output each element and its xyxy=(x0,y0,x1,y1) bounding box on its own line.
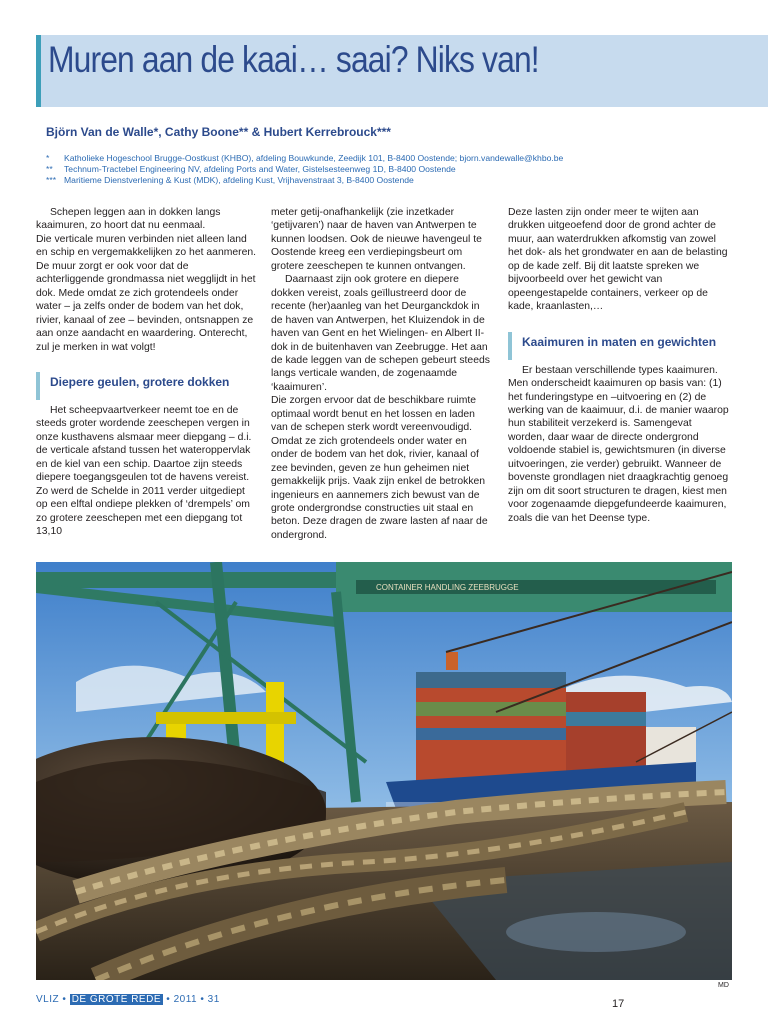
paragraph: Het scheepvaartverkeer neemt toe en de steeds groter wordende zeeschepen vergen in onze kusthavens alsmaar meer diepgang – d.i. de verticale afstand tussen het wateroppervlak en de kiel van een schip. Daartoe zijn steeds diepere toegangsgeulen tot de havens vereist. Zo werd de Schelde in 2011 verder uitgediept op een elftal ondiepe plekken of ‘drempels’ om zo grotere zeeschepen met een diepgang tot 13,10 xyxy=(36,404,252,538)
harbor-photo xyxy=(36,562,732,980)
heading-accent-bar xyxy=(36,372,40,400)
footer-publication: VLIZ • DE GROTE REDE • 2011 • 31 xyxy=(36,994,220,1005)
column-2 xyxy=(271,206,493,542)
paragraph: Die zorgen ervoor dat de beschikbare ruimte optimaal wordt benut en het lossen en laden van de schepen sterk wordt vereenvoudigd. Omdat ze zich grotendeels onder water en onder de bodem van het dok, rivier, kanaal of zee bevinden, geven ze hun geheimen niet gemakkelijk prijs. Vaak zijn enkel de betrokken ingenieurs en aannemers zich bewust van de grote ondergrondse constructies uit staal en beton. Deze dragen de zware lasten af naar de ondergrond. xyxy=(271,395,488,541)
photo-credit: MD xyxy=(718,982,729,989)
column-3 xyxy=(508,206,730,525)
paragraph: meter getij-onafhankelijk (zie inzetkader ‘getijvaren’) naar de haven van Antwerpen te kunnen loodsen. Ook de nieuwe havengeul te Oostende kreeg een verdiepingsbeurt om grotere zeeschepen te kunnen ontvangen. xyxy=(271,207,482,272)
affiliation-1: * Katholieke Hogeschool Brugge-Oostkust (KHBO), afdeling Bouwkunde, Zeedijk 101, B-8400 Oostende; bjorn.vandewalle@khbo.be xyxy=(46,153,564,163)
page-number: 17 xyxy=(612,998,625,1010)
affiliation-3: *** Maritieme Dienstverlening & Kust (MDK), afdeling Kust, Vrijhavenstraat 3, B-8400 Oostende xyxy=(46,175,414,185)
affiliation-2: ** Technum-Tractebel Engineering NV, afdeling Ports and Water, Gistelsesteenweg 1D, B-8400 Oostende xyxy=(46,164,456,174)
column-1 xyxy=(36,206,258,539)
section-heading-kaaimuren: Kaaimuren in maten en gewichten xyxy=(508,334,730,350)
title-accent-bar xyxy=(36,35,41,107)
intro-paragraph: Schepen leggen aan in dokken langs kaaimuren, zo hoort dat nu eenmaal. xyxy=(36,207,221,232)
section-heading-diepere-geulen: Diepere geulen, grotere dokken xyxy=(36,374,258,390)
article-title: Muren aan de kaai… saai? Niks van! xyxy=(48,39,539,80)
affiliations xyxy=(46,153,563,186)
paragraph: Daarnaast zijn ook grotere en diepere dokken vereist, zoals geïllustreerd door de recente (her)aanleg van het Deurganckdok in de haven van Antwerpen, het Kluizendok in de haven van Gent en het Wielingen- en Albert II-dok in de buitenhaven van Zeebrugge. Het aan de kade leggen van de schepen gebeurt steeds langs verticale wanden, de zogenaamde ‘kaaimuren’. xyxy=(271,274,490,393)
crane-sign-text: CONTAINER HANDLING ZEEBRUGGE xyxy=(376,583,519,592)
paragraph: Er bestaan verschillende types kaaimuren. Men onderscheidt kaaimuren op basis van: (1) het funderingstype en –uitvoering en (2) de werking van de kaaimuur, d.i. de manier waarop hun stabiliteit verzekerd is. Samengevat worden, daar waar de directe ondergrond voldoende stabiel is, gewichtsmuren (in diverse uitvoeringen, zie verder) gebruikt. Wanneer de bovenste grondlagen niet draagkrachtig genoeg zijn om dit soort structuren te dragen, kiest men voor zogenaamde diepgefundeerde kaaimuren, zoals die van het Deense type. xyxy=(508,364,729,524)
paragraph: Die verticale muren verbinden niet alleen land en schip en vergemakkelijken zo het aanmeren. De muur zorgt er ook voor dat de achterliggende grondmassa niet wegglijdt in het dok. Mede omdat ze zich grotendeels onder water – ja zelfs onder de bodem van het dok, rivier, kanaal of zee – bevinden, ontsnappen ze aan onze aandacht en waardering. Onterecht, zul je merken in wat volgt! xyxy=(36,233,257,353)
heading-accent-bar xyxy=(508,332,512,360)
authors: Björn Van de Walle*, Cathy Boone** & Hubert Kerrebrouck*** xyxy=(46,125,391,139)
paragraph: Deze lasten zijn onder meer te wijten aan drukken uitgeoefend door de grond achter de muur, aan waterdrukken afkomstig van zowel het dok- als het grondwater en aan de belasting op de kade zelf. Bij dit laatste spreken we bijvoorbeeld over het gewicht van opeengestapelde containers, verkeer op de kade, kraanlasten,… xyxy=(508,207,728,313)
